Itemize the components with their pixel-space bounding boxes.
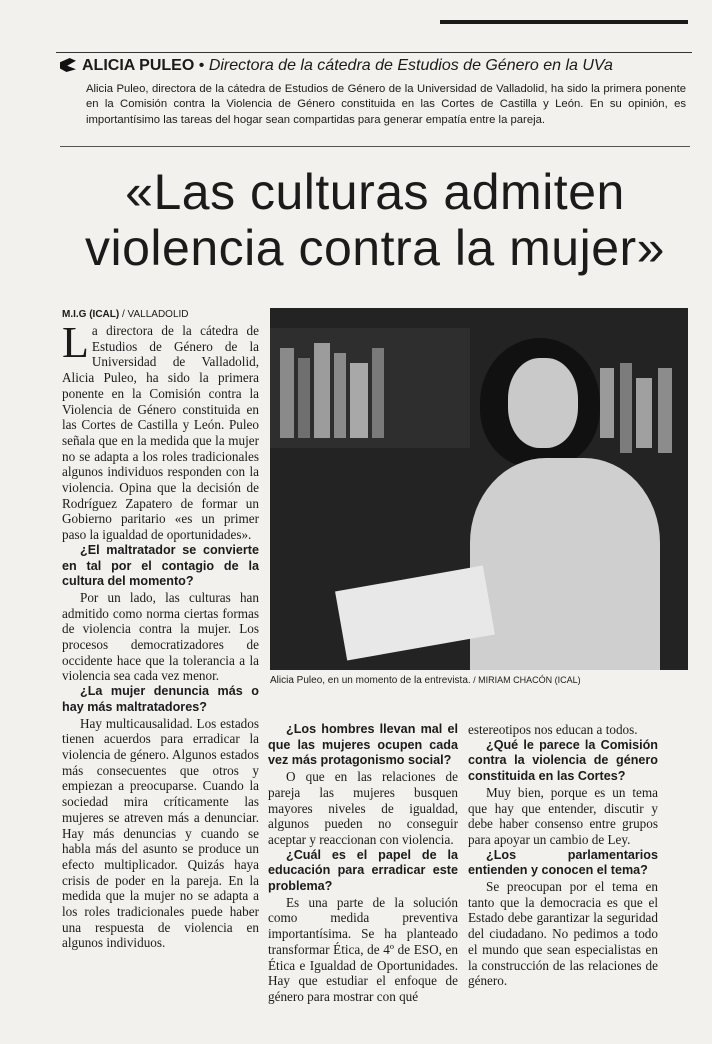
photo-credit: / MIRIAM CHACÓN (ICAL) [470, 675, 581, 685]
arrow-logo-icon [60, 58, 76, 72]
answer: Es una parte de la solución como medida preventiva importantísima. Se ha planteado transformar Ética, de 4º de ESO, en Ética e Igualdad de Oportunidades. Hay que estudiar el enfoque de género para mostrar con qué [268, 894, 458, 1004]
photo-caption [270, 674, 688, 687]
interviewee-role: Directora de la cátedra de Estudios de Género en la UVa [208, 57, 613, 74]
caption-text: Alicia Puleo, en un momento de la entrevista. [270, 675, 471, 686]
section-header [60, 55, 690, 77]
answer: Se preocupan por el tema en tanto que la democracia es que el Estado debe garantizar la seguridad del ciudadano. No pedimos a todo el mundo que sean especialistas en la construcción de las relaciones de género. [468, 879, 658, 989]
question: ¿Los parlamentarios entienden y conocen el tema? [468, 847, 658, 878]
answer: Hay multicausalidad. Los estados tienen acuerdos para erradicar la violencia de género. Algunos estados más consecuentes que otros y empiezan a preocuparse. Cuando la sociedad mira críticamente las mujeres se atreven más a denunciar. Hay más denuncias y cuando se habla más del asunto se produce un efecto multiplicador. Quizás haya crisis de poder en la pareja. En la medida que la mujer no se adapta a los roles tradicionales puede haber una respuesta de violencia en algunos individuos. [62, 715, 259, 951]
lead-paragraph [62, 318, 259, 543]
answer: O que en las relaciones de pareja las mujeres busquen mayores niveles de igualdad, algunos pueden no conseguir aceptar y reaccionan con violencia. [268, 769, 458, 847]
headline-line-2: violencia contra la mujer» [85, 220, 665, 276]
byline-location: / VALLADOLID [119, 309, 189, 320]
byline-author: M.I.G (ICAL) [62, 309, 120, 320]
header-separator: • [198, 57, 205, 74]
byline [62, 308, 259, 321]
article-column-3 [468, 722, 658, 989]
top-rule [440, 20, 688, 24]
question: ¿Cuál es el papel de la educación para erradicar este problema? [268, 847, 458, 894]
intro-summary: Alicia Puleo, directora de la cátedra de Estudios de Género de la Universidad de Valladolid, ha sido la primera ponente en la Comisión contra la Violencia de Género constituida en las Cortes de Castilla y León. En su opinión, es importantísimo las tareas del hogar sean compartidas para generar empatía entre la pareja. [86, 83, 686, 126]
answer: Muy bien, porque es un tema que hay que entender, discutir y debe haber consenso entre grupos para apoyar un cambio de Ley. [468, 784, 658, 847]
article-column-1 [62, 308, 259, 951]
article-column-2 [268, 722, 458, 1005]
intro-rule [60, 146, 690, 147]
headline-line-1: «Las culturas admiten [125, 164, 625, 220]
header-rule [56, 52, 692, 53]
interview-photo [270, 308, 688, 670]
headline [60, 164, 690, 276]
question: ¿La mujer denuncia más o hay más maltratadores? [62, 684, 259, 714]
lead-text: a directora de la cátedra de Estudios de Género de la Universidad de Valladolid, Alicia Puleo, ha sido la primera ponente en la Comisión contra la Violencia de Género constituida en las Cortes de Castilla y León. Puleo señala que en la medida que la mujer no se adapta a los roles tradicionales algunos individuos responden con la violencia. Opina que la decisión de Rodríguez Zapatero de formar un Gobierno paritario «es un primer paso la igualdad de oportunidades». [62, 323, 259, 543]
answer-continued: estereotipos nos educan a todos. [468, 722, 638, 737]
interviewee-name: ALICIA PULEO [82, 57, 195, 74]
drop-cap: L [62, 318, 89, 367]
answer: Por un lado, las culturas han admitido como norma ciertas formas de violencia contra la mujer. Los procesos democratizadores de occidente hace que la tolerancia a la violencia sea cada vez menor. [62, 589, 259, 684]
question: ¿Qué le parece la Comisión contra la violencia de género constituida en las Cortes? [468, 737, 658, 784]
question: ¿El maltratador se convierte en tal por el contagio de la cultura del momento? [62, 542, 259, 589]
question: ¿Los hombres llevan mal el que las mujeres ocupen cada vez más protagonismo social? [268, 722, 458, 768]
